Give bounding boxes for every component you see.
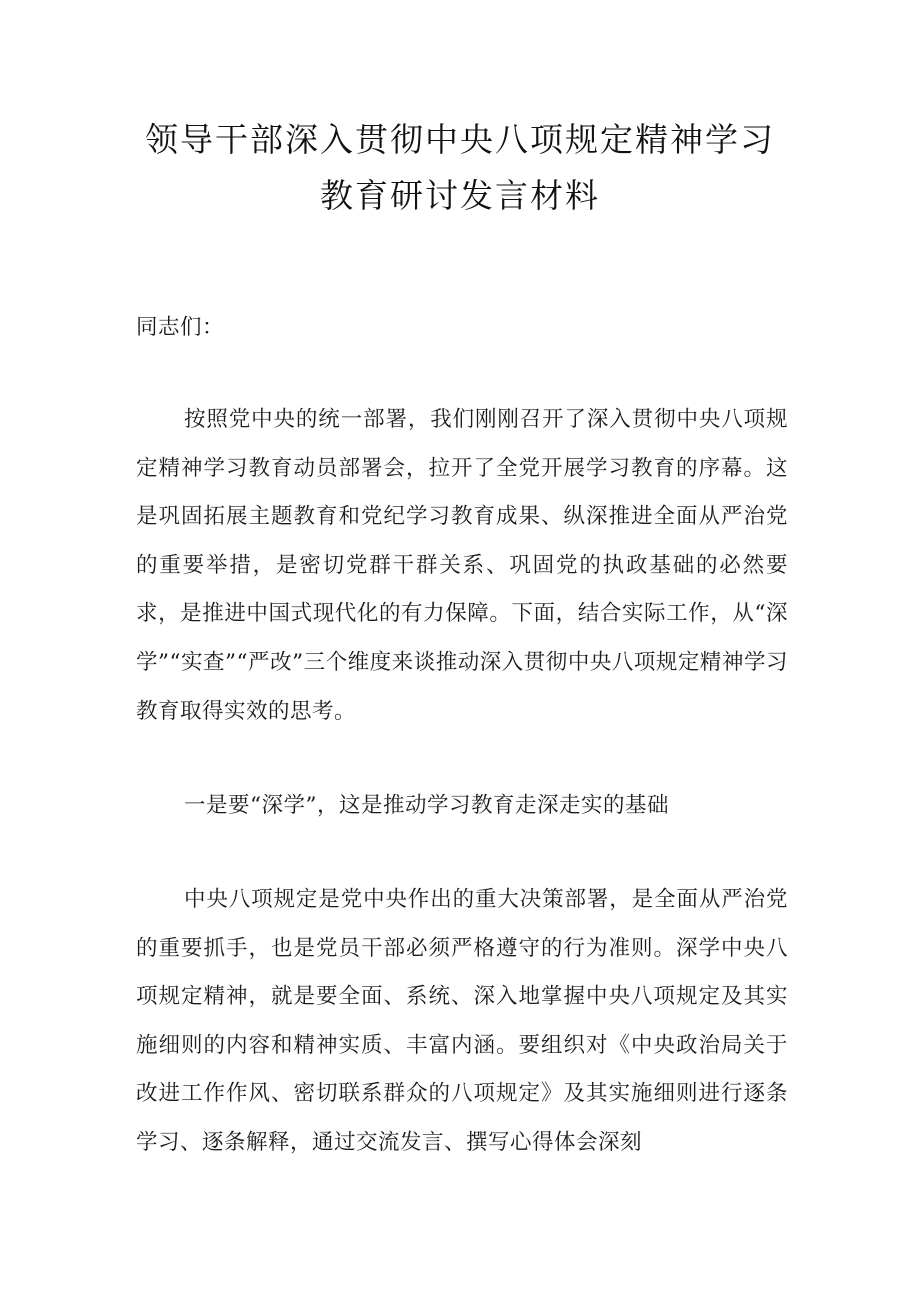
document-title-line-2: 教育研讨发言材料 bbox=[320, 176, 600, 215]
document-title-line-1: 领导干部深入贯彻中央八项规定精神学习 bbox=[145, 120, 775, 159]
section-heading-1: 一是要“深学”，这是推动学习教育走深走实的基础 bbox=[184, 793, 669, 818]
paragraph-section-1: 中央八项规定是党中央作出的重大决策部署，是全面从严治党的重要抓手，也是党员干部必须严格遵守的行为准则。深学中央八项规定精神，就是要全面、系统、深入地掌握中央八项规定及其实施细则的内容和精神实质、丰富内涵。要组织对《中央政治局关于改进工作作风、密切联系群众的八项规定》及其实施细则进行逐条学习、逐条解释，通过交流发言、撰写心得体会深刻 bbox=[136, 887, 788, 1155]
salutation: 同志们： bbox=[136, 315, 225, 340]
paragraph-intro: 按照党中央的统一部署，我们刚刚召开了深入贯彻中央八项规定精神学习教育动员部署会，拉开了全党开展学习教育的序幕。这是巩固拓展主题教育和党纪学习教育成果、纵深推进全面从严治党的重要举措，是密切党群干群关系、巩固党的执政基础的必然要求，是推进中国式现代化的有力保障。下面，结合实际工作，从“深学”“实查”“严改”三个维度来谈推动深入贯彻中央八项规定精神学习教育取得实效的思考。 bbox=[136, 407, 788, 724]
